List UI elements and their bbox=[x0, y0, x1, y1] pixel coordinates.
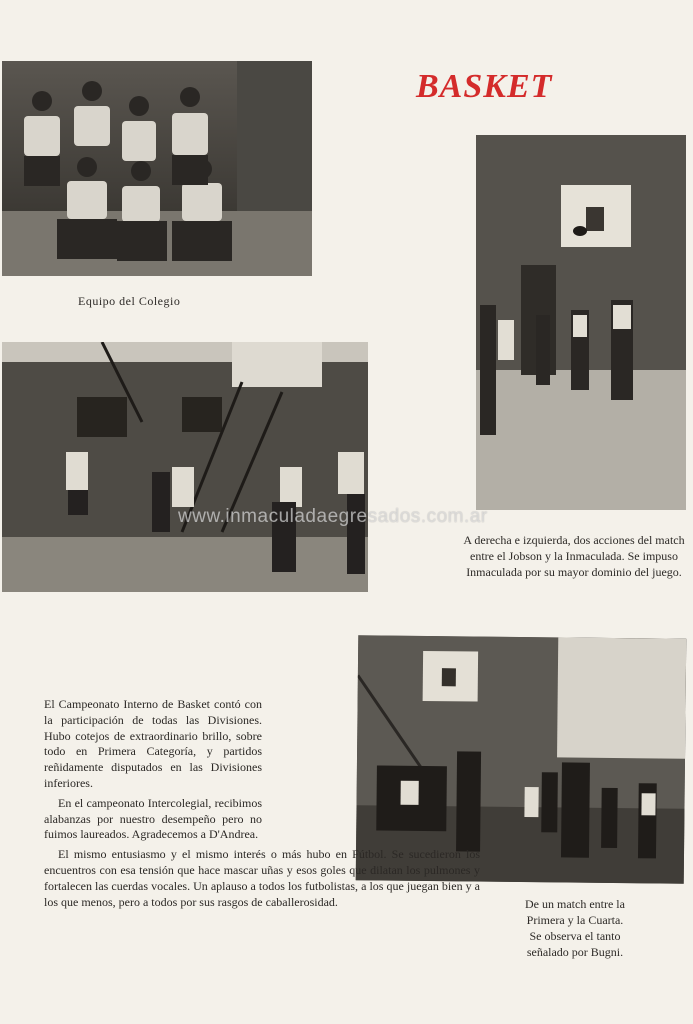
team-photo-caption: Equipo del Colegio bbox=[78, 294, 181, 308]
match-photo-bottom-caption: De un match entre la Primera y la Cuarta. Se observa el tanto señalado por Bugni. bbox=[525, 897, 625, 959]
article-paragraph: El mismo entusiasmo y el mismo interés o más hubo en Fútbol. Se sucedieron los encuentros con esa tensión que hace mascar uñas y esos goles que dilatan los pulmones y fortalecen las cuerdas vocales. Un aplauso a todos los futbolistas, a los que juegan bien y a los que menos, pero a todos por sus rasgos de caballerosidad. bbox=[44, 847, 480, 909]
match-photo-right bbox=[476, 135, 686, 510]
team-photo bbox=[2, 61, 312, 276]
match-photo-left bbox=[2, 342, 368, 592]
site-watermark: www.inmaculadaegresados.com.ar bbox=[178, 506, 488, 527]
article-paragraph: El Campeonato Interno de Basket contó con la participación de todas las Divisiones. Hubo cotejos de extraordinario brillo, sobre todo en Primera Categoría, y partidos reñidamente disputados en las Divisiones inferiores. bbox=[44, 697, 262, 790]
article-body bbox=[44, 697, 480, 910]
article-paragraph: En el campeonato Intercolegial, recibimos alabanzas por nuestro desempeño pero no fuimos laureados. Agradecemos a D'Andrea. bbox=[44, 795, 262, 842]
page-title: BASKET bbox=[416, 68, 553, 105]
match-photo-right-caption: A derecha e izquierda, dos acciones del match entre el Jobson y la Inmaculada. Se impuso Inmaculada por su mayor dominio del juego. bbox=[463, 533, 685, 579]
